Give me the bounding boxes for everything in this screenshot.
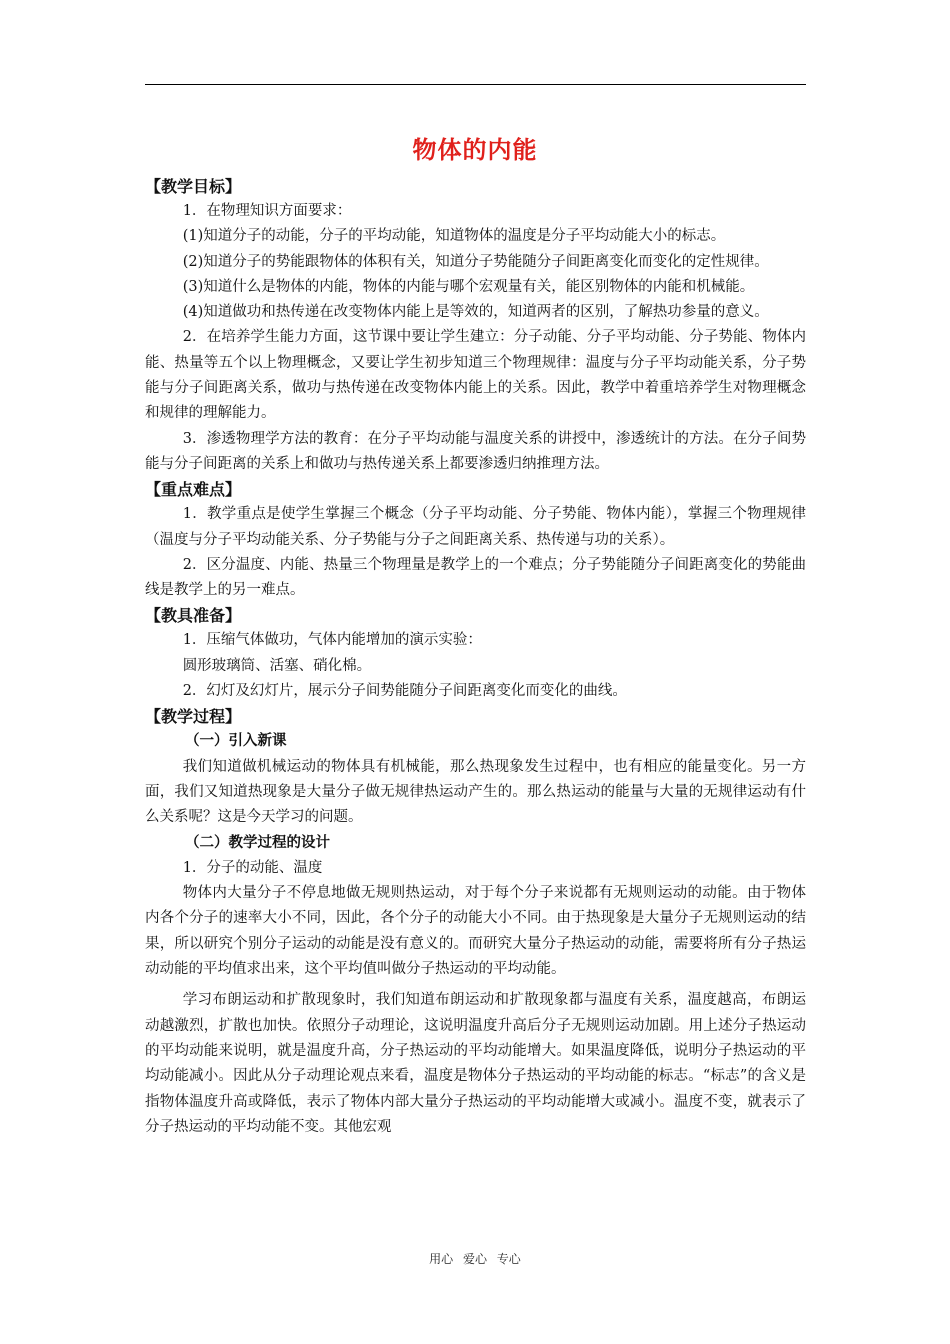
paragraph: (4)知道做功和热传递在改变物体内能上是等效的，知道两者的区别，了解热功参量的意义。	[182, 304, 769, 321]
paragraph: (3)知道什么是物体的内能，物体的内能与哪个宏观量有关，能区别物体的内能和机械能。	[182, 278, 755, 295]
document-body	[145, 174, 806, 1140]
paragraph: 我们知道做机械运动的物体具有机械能，那么热现象发生过程中，也有相应的能量变化。另一方面，我们又知道热现象是大量分子做无规律热运动产生的。那么热运动的能量与大量的无规律运动有什么关系呢？这是今天学习的问题。	[145, 758, 806, 826]
paragraph: 物体内大量分子不停息地做无规则热运动，对于每个分子来说都有无规则运动的动能。由于物体内各个分子的速率大小不同，因此，各个分子的动能大小不同。由于热现象是大量分子无规则运动的结果，所以研究个别分子运动的动能是没有意义的。而研究大量分子热运动的动能，需要将所有分子热运动动能的平均值求出来，这个平均值叫做分子热运动的平均动能。	[145, 885, 806, 978]
paragraph: 1．分子的动能、温度	[182, 859, 323, 876]
section-heading-process: 【教学过程】	[145, 707, 242, 727]
page-footer: 用心 爱心 专心	[429, 1252, 521, 1266]
paragraph: (2)知道分子的势能跟物体的体积有关，知道分子势能随分子间距离变化而变化的定性规律。	[182, 253, 769, 270]
paragraph: 1．压缩气体做功，气体内能增加的演示实验：	[182, 632, 482, 649]
paragraph: 2．区分温度、内能、热量三个物理量是教学上的一个难点；分子势能随分子间距离变化的势能曲线是教学上的另一难点。	[145, 556, 806, 599]
section-heading-key-points: 【重点难点】	[145, 480, 242, 500]
paragraph: 1．在物理知识方面要求：	[182, 203, 352, 219]
section-heading-equipment: 【教具准备】	[145, 606, 242, 626]
page-title: 物体的内能	[412, 136, 538, 164]
section-heading-goals: 【教学目标】	[145, 177, 242, 196]
sub-heading-introduction: （一）引入新课	[185, 733, 287, 750]
paragraph: 2．幻灯及幻灯片，展示分子间势能随分子间距离变化而变化的曲线。	[182, 683, 627, 700]
paragraph: 1．教学重点是使学生掌握三个概念（分子平均动能、分子势能、物体内能），掌握三个物理规律（温度与分子平均动能关系、分子势能与分子之间距离关系、热传递与功的关系）。	[145, 506, 806, 548]
paragraph: 2．在培养学生能力方面，这节课中要让学生建立：分子动能、分子平均动能、分子势能、物体内能、热量等五个以上物理概念，又要让学生初步知道三个物理规律：温度与分子平均动能关系，分子势能与分子间距离关系，做功与热传递在改变物体内能上的关系。因此，教学中着重培养学生对物理概念和规律的理解能力。	[145, 329, 806, 422]
sub-heading-design: （二）教学过程的设计	[185, 834, 330, 851]
paragraph: 学习布朗运动和扩散现象时，我们知道布朗运动和扩散现象都与温度有关系，温度越高，布朗运动越激烈，扩散也加快。依照分子动理论，这说明温度升高后分子无规则运动加剧。用上述分子热运动的平均动能来说明，就是温度升高，分子热运动的平均动能增大。如果温度降低，说明分子热运动的平均动能减小。因此从分子动理论观点来看，温度是物体分子热运动的平均动能的标志。“标志”的含义是指物体温度升高或降低，表示了物体内部大量分子热运动的平均动能增大或减小。温度不变，就表示了分子热运动的平均动能不变。其他宏观	[145, 992, 806, 1135]
paragraph: 3．渗透物理学方法的教育：在分子平均动能与温度关系的讲授中，渗透统计的方法。在分子间势能与分子间距离的关系上和做功与热传递关系上都要渗透归纳推理方法。	[145, 430, 806, 472]
paragraph: (1)知道分子的动能，分子的平均动能，知道物体的温度是分子平均动能大小的标志。	[182, 228, 726, 245]
header-rule	[145, 84, 806, 85]
paragraph: 圆形玻璃筒、活塞、硝化棉。	[182, 657, 372, 674]
